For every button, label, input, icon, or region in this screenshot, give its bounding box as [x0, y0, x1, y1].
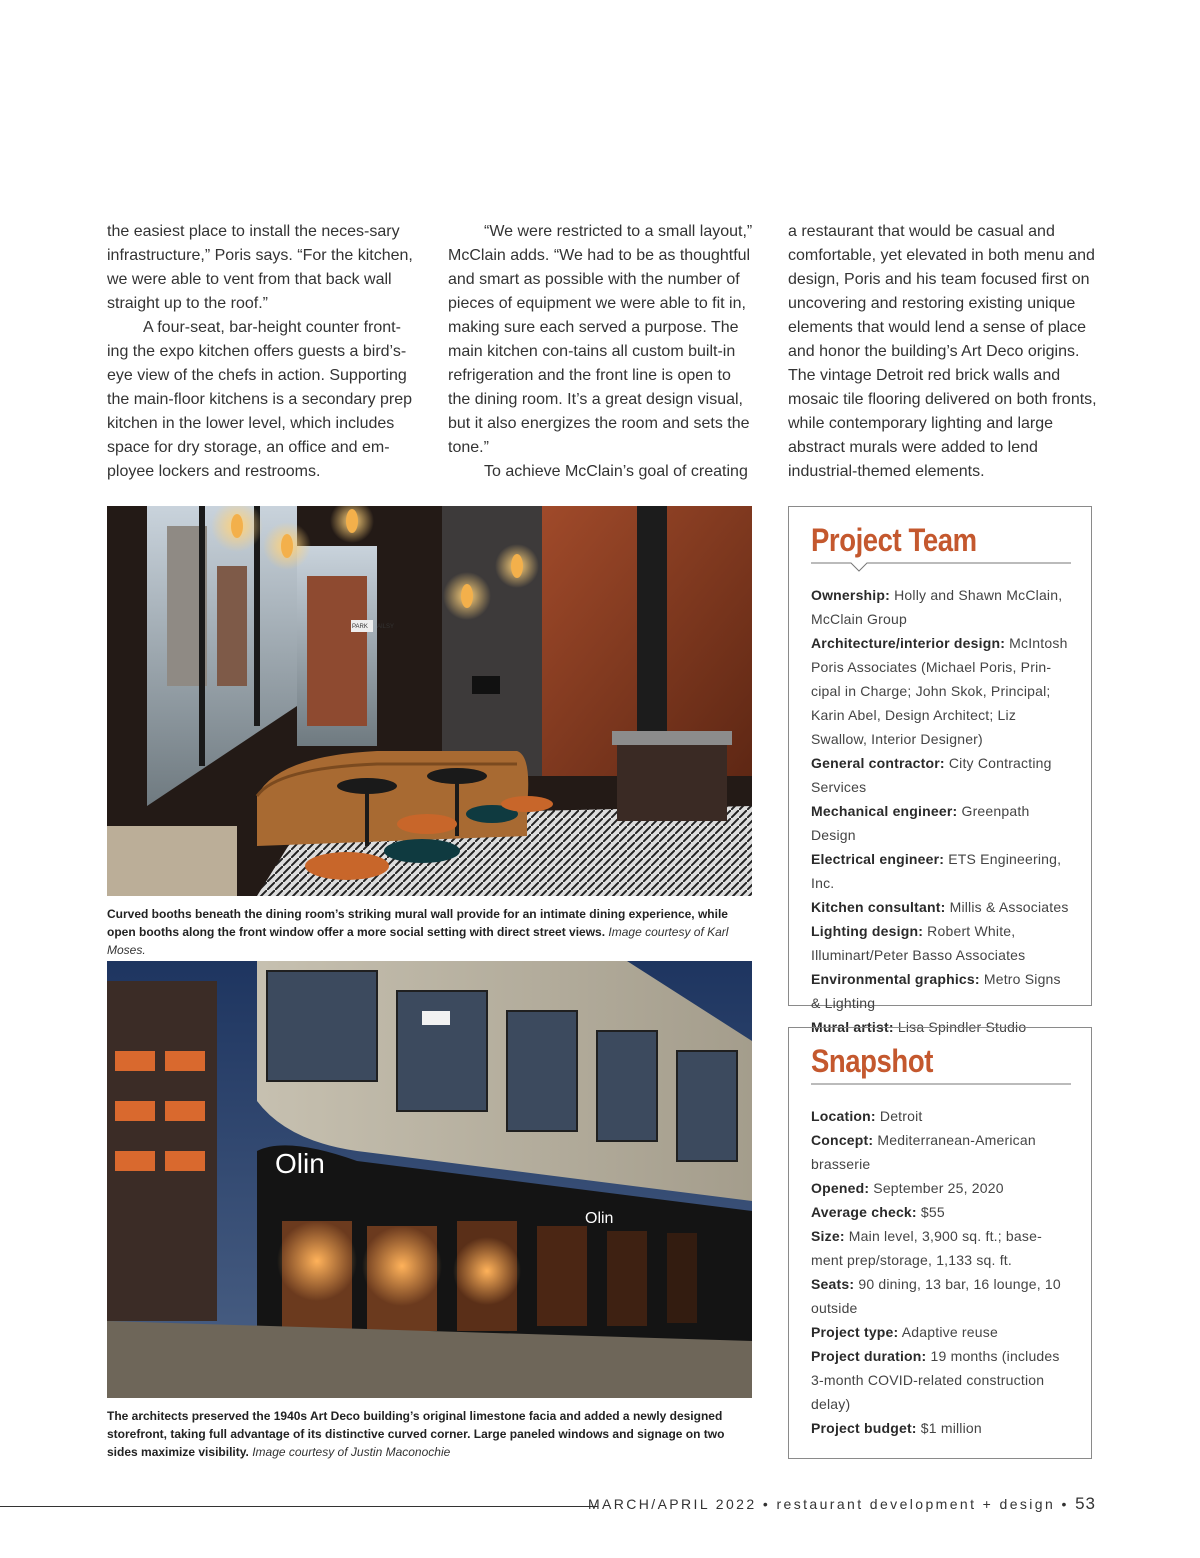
entry-value: Holly and Shawn McClain, McClain Group [811, 587, 1063, 627]
list-item [811, 583, 1069, 631]
storefront-sign: Olin [275, 1148, 325, 1179]
entry-value: Millis & Associates [949, 899, 1069, 915]
entry-label: Architecture/interior design: [811, 635, 1006, 651]
snapshot-box [788, 1027, 1092, 1459]
project-team-box [788, 506, 1092, 1035]
footer-rule [0, 1506, 598, 1507]
list-item [811, 799, 1069, 847]
body-column-3 [788, 220, 1100, 484]
footer-separator: • [1061, 1496, 1069, 1512]
dining-room-photo [107, 506, 752, 896]
entry-value: City Contracting Services [811, 755, 1052, 795]
entry-value: Detroit [879, 1108, 923, 1124]
entry-value: Greenpath Design [811, 803, 1030, 843]
list-item [811, 895, 1069, 919]
entry-label: Kitchen consultant: [811, 899, 946, 915]
list-item [811, 1128, 1069, 1176]
entry-label: Project duration: [811, 1348, 927, 1364]
entry-label: Project type: [811, 1324, 899, 1340]
paragraph: A four-seat, bar-height counter front-ing the expo kitchen offers guests a bird’s-eye view of the chefs in action. Supporting the main-floor kitchens is a secondary prep kitchen in the lower level, which includes space for dry storage, an office and em-ployee lockers and restrooms. [107, 319, 413, 480]
entry-value: ETS Engineering, Inc. [811, 851, 1062, 891]
entry-value: McIntosh Poris Associates (Michael Poris, Prin-cipal in Charge; John Skok, Principal; Karin Abel, Design Architect; Liz Swallow, Interior Designer) [811, 635, 1068, 747]
page-footer [588, 1494, 1096, 1514]
entry-label: Lighting design: [811, 923, 924, 939]
footer-issue: MARCH/APRIL 2022 [587, 1496, 757, 1512]
list-item [811, 1224, 1069, 1272]
list-item [811, 847, 1069, 895]
body-column-2 [448, 220, 753, 484]
photo-caption [107, 905, 747, 959]
entry-label: Environmental graphics: [811, 971, 980, 987]
entry-label: Electrical engineer: [811, 851, 945, 867]
entry-label: Opened: [811, 1180, 870, 1196]
entry-value: 19 months (includes 3-month COVID-related construction delay) [811, 1348, 1060, 1412]
paragraph: To achieve McClain’s goal of creating [484, 463, 748, 480]
paragraph: the easiest place to install the neces-sary infrastructure,” Poris says. “For the kitchen, we were able to vent from that back wall straight up to the roof.” [107, 223, 413, 312]
entry-value: Mediterranean-American brasserie [811, 1132, 1036, 1172]
snapshot-title: Snapshot [811, 1043, 933, 1079]
page-number: 53 [1075, 1494, 1096, 1513]
entry-label: Mural artist: [811, 1019, 894, 1035]
list-item [811, 1176, 1069, 1200]
list-item [811, 631, 1069, 751]
entry-value: 90 dining, 13 bar, 16 lounge, 10 outside [811, 1276, 1061, 1316]
entry-value: Lisa Spindler Studio [897, 1019, 1027, 1035]
list-item [811, 1272, 1069, 1320]
entry-label: Concept: [811, 1132, 874, 1148]
caption-credit: Image courtesy of Karl Moses. [107, 925, 729, 957]
title-rule [811, 559, 1069, 575]
list-item [811, 1416, 1069, 1440]
storefront-sign-small: Olin [585, 1210, 614, 1227]
entry-label: General contractor: [811, 755, 945, 771]
paragraph: “We were restricted to a small layout,” McClain adds. “We had to be as thoughtful and smart as possible with the number of pieces of equipment we were able to fit in, making sure each served a purpose. The main kitchen con-tains all custom built-in refrigeration and the front line is open to the dining room. It’s a great design visual, but it also energizes the room and sets the tone.” [448, 223, 753, 456]
entry-label: Average check: [811, 1204, 917, 1220]
body-column-1 [107, 220, 417, 484]
footer-separator: • [762, 1496, 771, 1512]
entry-value: September 25, 2020 [873, 1180, 1004, 1196]
photo-caption [107, 1407, 747, 1461]
title-rule [811, 1080, 1069, 1096]
entry-label: Location: [811, 1108, 876, 1124]
list-item [811, 919, 1069, 967]
entry-value: $1 million [920, 1420, 982, 1436]
entry-label: Ownership: [811, 587, 891, 603]
list-item [811, 1104, 1069, 1128]
caption-text: The architects preserved the 1940s Art Deco building’s original limestone facia and added a newly designed storefront, taking full advantage of its distinctive curved corner. Large paneled windows and signage on two sides maximize visibility. [107, 1409, 725, 1459]
street-sign: AILSY [377, 624, 395, 630]
entry-value: Main level, 3,900 sq. ft.; base-ment prep/storage, 1,133 sq. ft. [811, 1228, 1042, 1268]
list-item [811, 967, 1069, 1015]
list-item [811, 751, 1069, 799]
footer-publication: restaurant development + design [776, 1496, 1056, 1512]
entry-label: Project budget: [811, 1420, 917, 1436]
caption-text: Curved booths beneath the dining room’s striking mural wall provide for an intimate dining experience, while open booths along the front window offer a more social setting with direct street views. [107, 907, 728, 939]
entry-label: Size: [811, 1228, 845, 1244]
project-team-title: Project Team [811, 522, 977, 558]
street-sign: PARK [352, 624, 368, 630]
list-item [811, 1200, 1069, 1224]
list-item [811, 1320, 1069, 1344]
entry-value: Metro Signs & Lighting [811, 971, 1061, 1011]
entry-value: Robert White, Illuminart/Peter Basso Associates [811, 923, 1026, 963]
entry-value: Adaptive reuse [901, 1324, 998, 1340]
project-team-list [811, 583, 1069, 1039]
paragraph: a restaurant that would be casual and comfortable, yet elevated in both menu and design, Poris and his team focused first on uncovering and restoring existing unique elements that would lend a sense of place and honor the building’s Art Deco origins. The vintage Detroit red brick walls and mosaic tile flooring delivered on both fronts, while contemporary lighting and large abstract murals were added to lend industrial-themed elements. [788, 223, 1097, 480]
caption-credit: Image courtesy of Justin Maconochie [252, 1445, 451, 1459]
entry-label: Seats: [811, 1276, 855, 1292]
entry-label: Mechanical engineer: [811, 803, 958, 819]
snapshot-list [811, 1104, 1069, 1440]
storefront-photo [107, 961, 752, 1398]
entry-value: $55 [920, 1204, 945, 1220]
list-item [811, 1344, 1069, 1416]
